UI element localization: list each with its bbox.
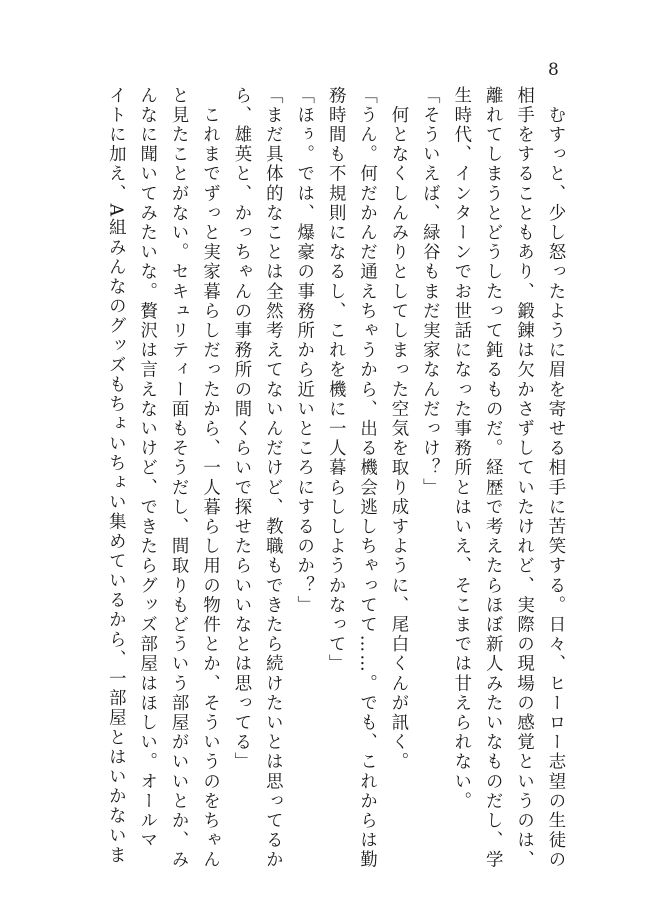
text-line: 「ほぅ。では、爆豪の事務所から近いところにするのか？」: [293, 86, 314, 616]
page-number: 8: [548, 60, 559, 80]
text-line: 「まだ具体的なことは全然考えてないんだけど、教職もできたら続けたいとは思ってるか: [262, 86, 283, 870]
text-line: んなに聞いてみたいな。贅沢は言えないけど、できたらグッズ部屋はほしい。オールマ: [136, 86, 157, 851]
text-line: 離れてしまうとどうしたって鈍るものだ。経歴で考えたらほぼ新人みたいなものだし、学: [482, 86, 503, 870]
text-line: 何となくしんみりとしてしまった空気を取り成すように、尾白くんが訊く。: [387, 86, 408, 772]
text-line: 「うん。何だかんだ通えちゃうから、出る機会逃しちゃってて……。でも、これからは勤: [356, 86, 377, 870]
text-line: むすっと、少し怒ったように眉を寄せる相手に苦笑する。日々、ヒーロー志望の生徒の: [545, 86, 565, 870]
text-line: と見たことがない。セキュリティー面もそうだし、間取りもどういう部屋がいいとか、み: [168, 86, 189, 870]
text-line: 「そういえば、緑谷もまだ実家なんだっけ？」: [419, 86, 440, 498]
text-line: ら、雄英と、かっちゃんの事務所の間くらいで探せたらいいなとは思ってる」: [230, 86, 251, 772]
text-line: 相手をすることもあり、鍛錬は欠かさずしていたけれど、実際の現場の感覚というのは、: [513, 86, 534, 870]
body-text: [99, 86, 570, 870]
text-line: 務時間も不規則になるし、これを機に一人暮らししようかなって」: [325, 86, 346, 674]
text-line: これまでずっと実家暮らしだったから、一人暮らし用の物件とか、そういうのをちゃん: [199, 86, 220, 870]
text-line: 生時代、インターンでお世話になった事務所とはいえ、そこまでは甘えられない。: [450, 86, 471, 812]
text-line: イトに加え、A組みんなのグッズもちょいちょい集めているから、一部屋とはいかないま: [105, 86, 126, 866]
